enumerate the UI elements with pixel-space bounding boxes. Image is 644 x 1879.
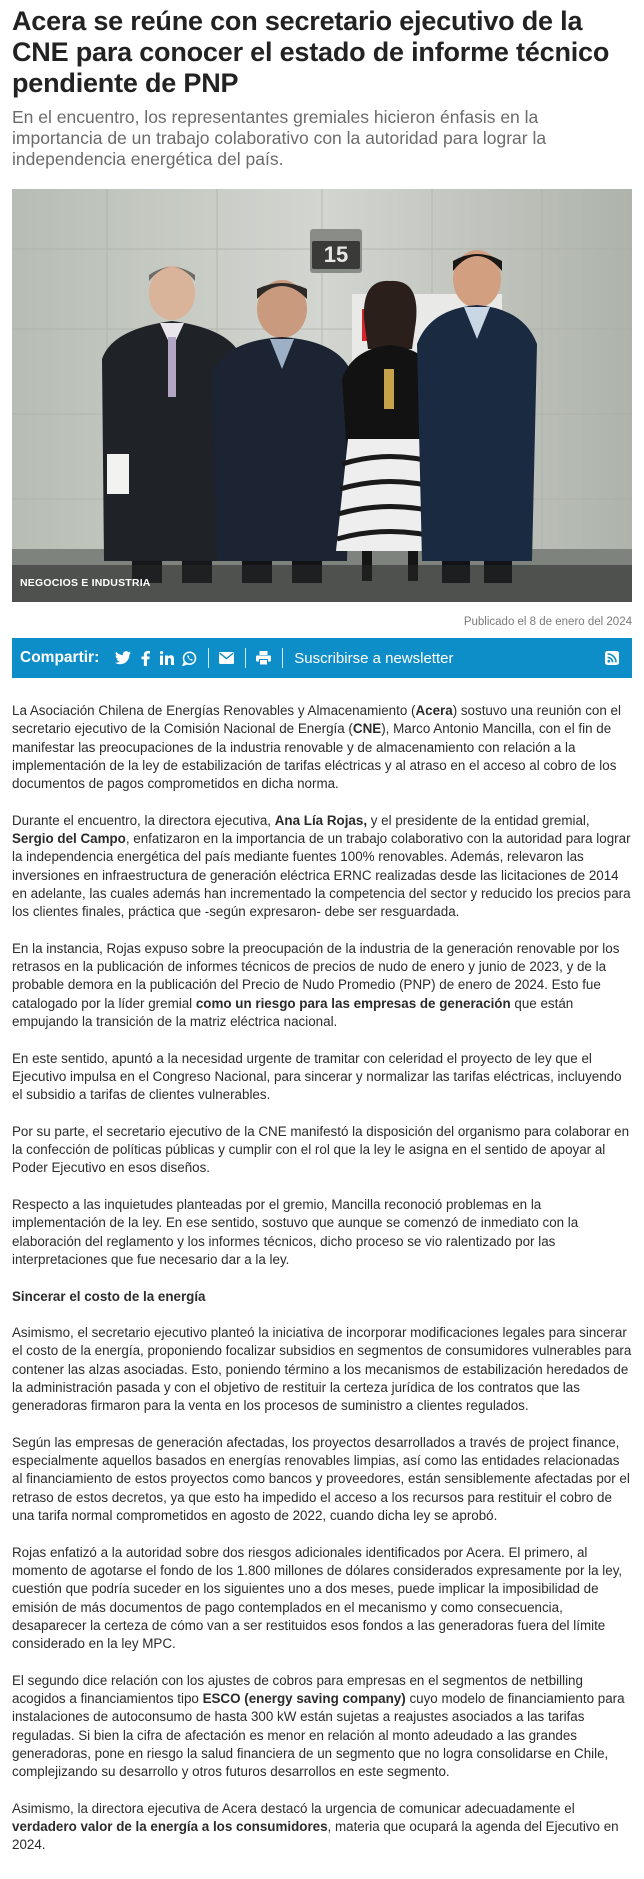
- print-icon[interactable]: [253, 648, 273, 668]
- twitter-icon[interactable]: [113, 648, 133, 668]
- article-subtitle: En el encuentro, los representantes gremiales hicieron énfasis en la importancia de un trabajo colaborativo con la autoridad para lograr la independencia energética del país.: [12, 107, 547, 169]
- facebook-icon[interactable]: [135, 648, 155, 668]
- section-heading: Sincerar el costo de la energía: [12, 1288, 206, 1304]
- paragraph: La Asociación Chilena de Energías Renovables y Almacenamiento (Acera) sostuvo una reunión con el secretario ejecutivo de la Comisión Nacional de Energía (CNE), Marco Antonio Mancilla, con el fin de manifestar las preocupaciones de la industria renovable y de almacenamiento con relación a la implementación de la ley de estabilización de tarifas eléctricas y al atraso en el acceso al cobro de los documentos de pagos comprometidos en dicha norma.: [12, 703, 621, 792]
- linkedin-icon[interactable]: [157, 648, 177, 668]
- article-title: Acera se reúne con secretario ejecutivo de la CNE para conocer el estado de informe técnico pendiente de PNP: [12, 6, 610, 98]
- newsletter-link[interactable]: Suscribirse a newsletter: [294, 649, 454, 667]
- paragraph: Durante el encuentro, la directora ejecutiva, Ana Lía Rojas, y el presidente de la entidad gremial, Sergio del Campo, enfatizaron en la importancia de un trabajo colaborativo con la autoridad para lograr la independencia energética del país mediante fuentes 100% renovables. Además, relevaron las inversiones en infraestructura de generación eléctrica ERNC realizadas desde las licitaciones de 2014 en adelante, las cuales además han incrementado la competencia del sector y reducido los precios para los clientes finales, práctica que -según expresaron- debe ser resguardada.: [12, 812, 631, 920]
- whatsapp-icon[interactable]: [179, 648, 199, 668]
- share-bar: [12, 638, 632, 678]
- paragraph: En este sentido, apuntó a la necesidad urgente de tramitar con celeridad el proyecto de ley que el Ejecutivo impulsa en el Congreso Nacional, para sincerar y normalizar las tarifas eléctricas, incluyendo el subsidio a tarifas de clientes vulnerables.: [12, 1050, 622, 1103]
- paragraph: Asimismo, la directora ejecutiva de Acera destacó la urgencia de comunicar adecuadamente el verdadero valor de la energía a los consumidores, materia que ocupará la agenda del Ejecutivo en 2024.: [12, 1800, 619, 1853]
- share-divider: [282, 648, 283, 668]
- article-body: [12, 702, 632, 1855]
- paragraph: Respecto a las inquietudes planteadas por el gremio, Mancilla reconoció problemas en la implementación de la ley. En ese sentido, sostuvo que aunque se comenzó de inmediato con la elaboración del reglamento y los informes técnicos, dicho proceso se vio ralentizado por las interpretaciones que fue necesario dar a la ley.: [12, 1197, 579, 1267]
- publish-date: Publicado el 8 de enero del 2024: [463, 616, 632, 628]
- category-label[interactable]: NEGOCIOS E INDUSTRIA: [12, 565, 632, 602]
- share-divider: [208, 648, 209, 668]
- paragraph: Según las empresas de generación afectadas, los proyectos desarrollados a través de project finance, especialmente aquellos basados en energías renovables limpias, así como las entidades relacionadas al financiamiento de estos proyectos como bancos y proveedores, están sensiblemente afectadas por el retraso de estos decretos, ya que esto ha impedido el acceso a los recursos para restituir el cobro de una tarifa normal comprometidos en agosto de 2022, cuando dicha ley se aprobó.: [12, 1434, 630, 1524]
- paragraph: En la instancia, Rojas expuso sobre la preocupación de la industria de la generación renovable por los retrasos en la publicación de informes técnicos de precios de nudo de enero y junio de 2023, y de la probable demora en la publicación del Precio de Nudo Promedio (PNP) de enero de 2024. Esto fue catalogado por la líder gremial como un riesgo para las empresas de generación que están empujando la transición de la matriz eléctrica nacional.: [12, 940, 620, 1030]
- mail-icon[interactable]: [216, 648, 236, 668]
- paragraph: Por su parte, el secretario ejecutivo de la CNE manifestó la disposición del organismo para colaborar en la confección de políticas públicas y cumplir con el rol que la ley le asigna en el sentido de apoyar al Poder Ejecutivo en esos diseños.: [12, 1123, 630, 1176]
- share-label: Compartir:: [20, 649, 100, 666]
- rss-icon[interactable]: [602, 648, 622, 668]
- paragraph: Rojas enfatizó a la autoridad sobre dos riesgos adicionales identificados por Acera. El primero, al momento de agotarse el fondo de los 1.800 millones de dólares considerados expresamente por la ley, cuestión que podría suceder en los siguientes uno a dos meses, puede implicar la imposibilidad de emisión de más documentos de pago contemplados en el mecanismo y como consecuencia, desaparecer la certeza de cómo van a ser restituidos esos fondos a las generadoras fuera del límite considerado en la ley MPC.: [12, 1544, 623, 1652]
- photo-sign-number: 15: [323, 242, 349, 267]
- share-divider: [245, 648, 246, 668]
- paragraph: El segundo dice relación con los ajustes de cobros para empresas en el segmentos de netbilling acogidos a financiamientos tipo ESCO (energy saving company) cuyo modelo de financiamiento para instalaciones de autoconsumo de hasta 300 kW están sujetas a reajustes asociados a las tarifas reguladas. Si bien la cifra de afectación es menor en relación al monto adeudado a las grandes generadoras, pone en riesgo la salud financiera de un segmento que no logra consolidarse en Chile, complejizando su desarrollo y otros futuros desarrollos en este segmento.: [12, 1672, 625, 1780]
- article-photo: [12, 189, 632, 602]
- paragraph: Asimismo, el secretario ejecutivo planteó la iniciativa de incorporar modificaciones legales para sincerar el costo de la energía, proponiendo focalizar subsidios en segmentos de consumidores vulnerables para contener las alzas asociadas. Esto, poniendo término a los mecanismos de estabilización heredados de la administración pasada y con el objetivo de restituir la certeza jurídica de los contratos que las generadoras firmaron para la venta en los procesos de suministro a clientes regulados.: [12, 1325, 632, 1414]
- group-photo-illustration: [12, 189, 632, 602]
